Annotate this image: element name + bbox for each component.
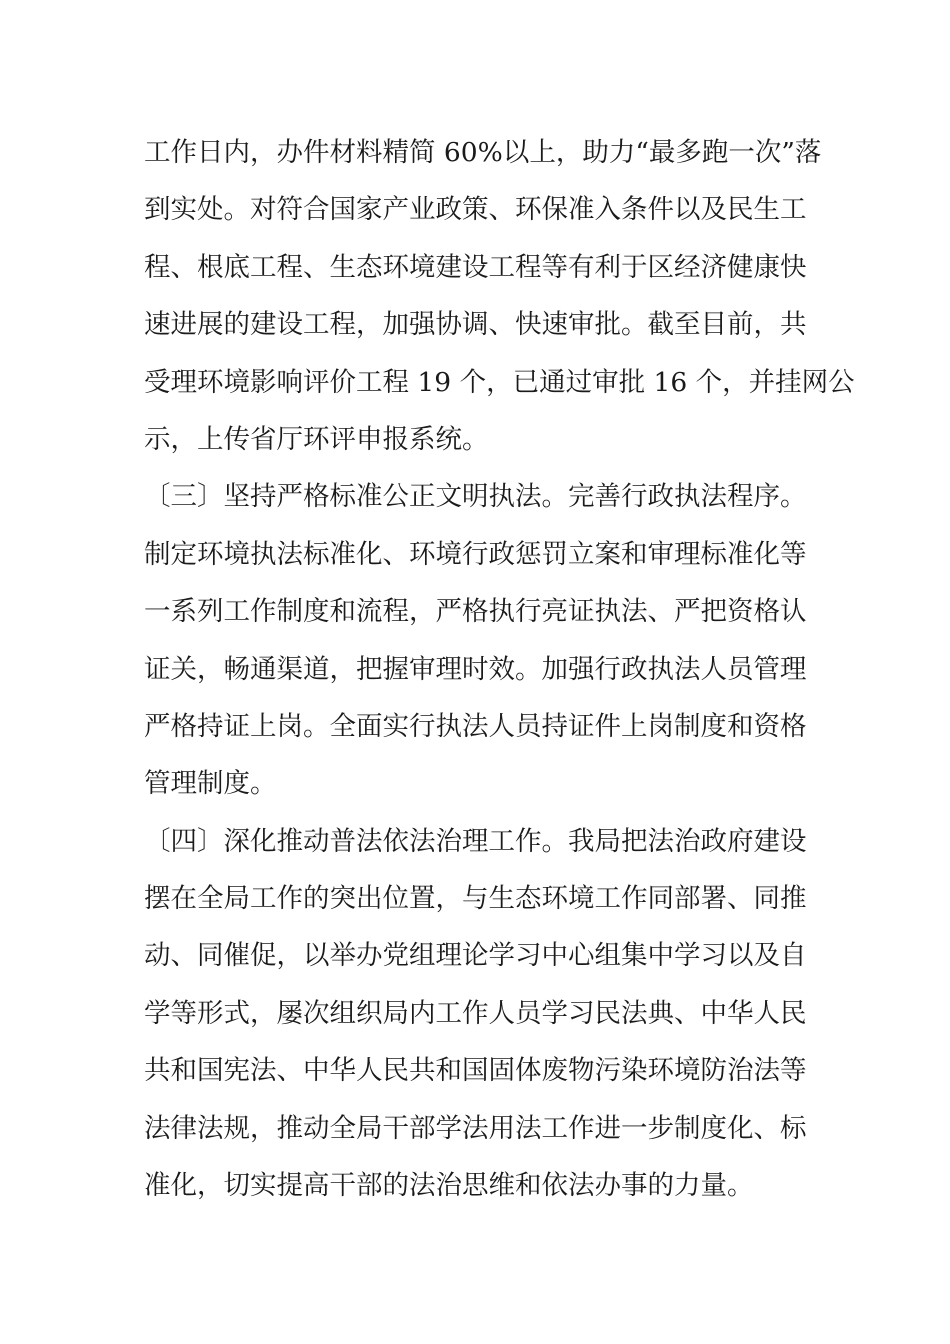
text-line: 证关，畅通渠道，把握审理时效。加强行政执法人员管理 [144,653,807,685]
text-line: 受理环境影响评价工程 19 个，已通过审批 16 个，并挂网公 [144,366,855,398]
text-line: 到实处。对符合国家产业政策、环保准入条件以及民生工 [144,194,807,226]
text-line: 准化，切实提高干部的法治思维和依法办事的力量。 [144,1170,754,1202]
text-line: 严格持证上岗。全面实行执法人员持证件上岗制度和资格 [144,710,807,742]
paragraph-continued-approval [144,124,855,468]
text-line: 动、同催促，以举办党组理论学习中心组集中学习以及自 [144,940,807,972]
paragraph-section-four [144,813,806,1215]
section-heading-line: 〔四〕深化推动普法依法治理工作。我局把法治政府建设 [144,825,807,857]
text-line: 共和国宪法、中华人民共和国固体废物污染环境防治法等 [144,1055,807,1087]
text-line: 法律法规，推动全局干部学法用法工作进一步制度化、标 [144,1112,807,1144]
text-line: 管理制度。 [144,768,277,800]
text-line: 速进展的建设工程，加强协调、快速审批。截至目前，共 [144,309,807,341]
text-line: 摆在全局工作的突出位置，与生态环境工作同部署、同推 [144,883,807,915]
text-line: 一系列工作制度和流程，严格执行亮证执法、严把资格认 [144,596,807,628]
text-line: 示，上传省厅环评申报系统。 [144,423,489,455]
text-line: 制定环境执法标准化、环境行政惩罚立案和审理标准化等 [144,538,807,570]
text-line: 工作日内，办件材料精简 60%以上，助力“最多跑一次”落 [144,137,822,168]
document-body [144,124,855,1214]
text-line: 程、根底工程、生态环境建设工程等有利于区经济健康快 [144,251,807,283]
section-heading-line: 〔三〕坚持严格标准公正文明执法。完善行政执法程序。 [144,481,807,513]
paragraph-section-three [144,468,806,812]
text-line: 学等形式，屡次组织局内工作人员学习民法典、中华人民 [144,997,807,1029]
